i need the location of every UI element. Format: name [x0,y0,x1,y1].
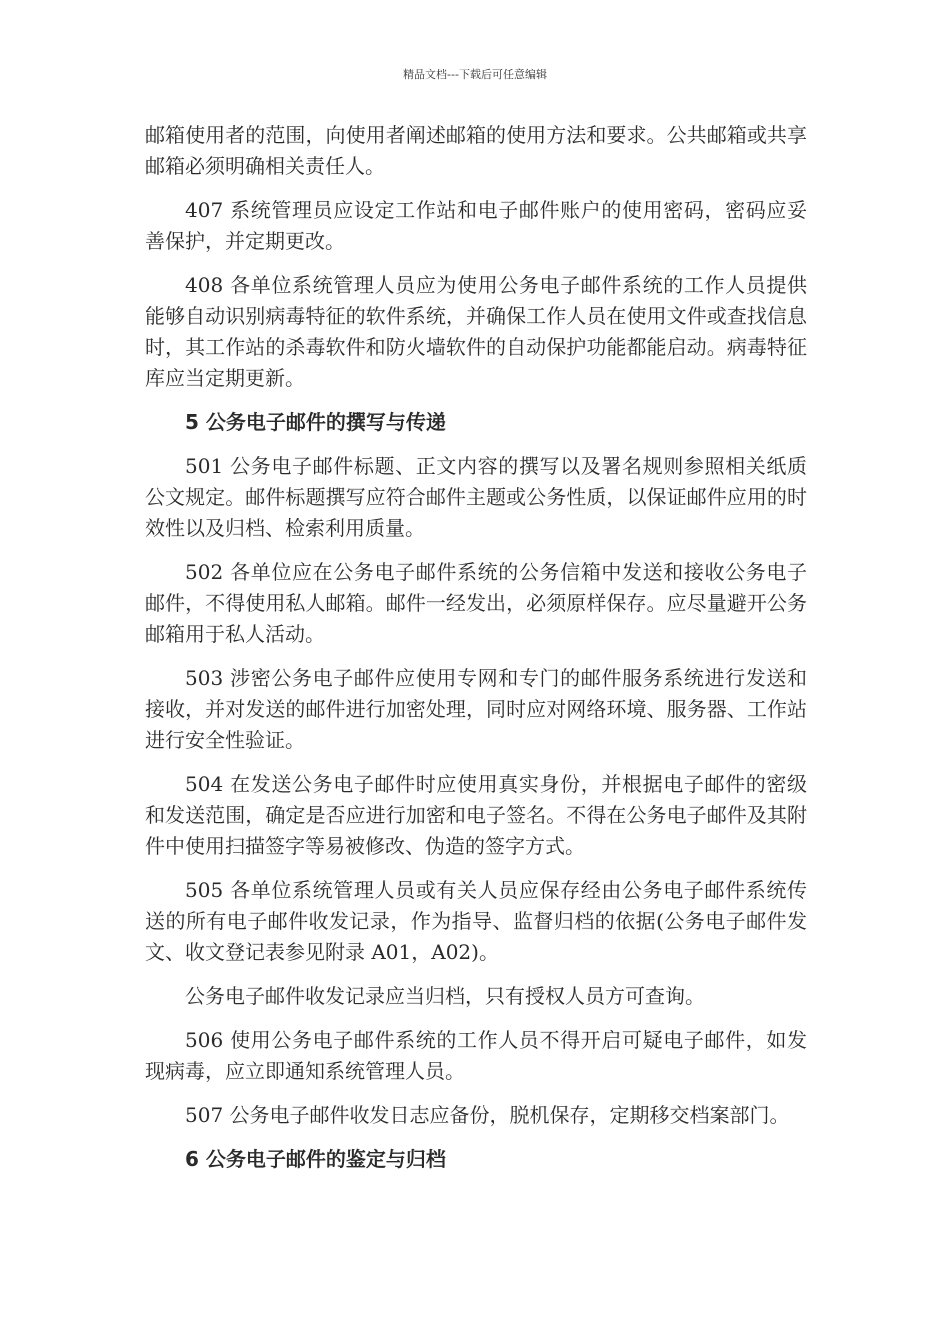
paragraph-407: 407 系统管理员应设定工作站和电子邮件账户的使用密码，密码应妥善保护，并定期更改。 [145,198,807,253]
paragraph-507: 507 公务电子邮件收发日志应备份，脱机保存，定期移交档案部门。 [185,1103,790,1127]
paragraph-504: 504 在发送公务电子邮件时应使用真实身份，并根据电子邮件的密级和发送范围，确定是否应进行加密和电子签名。不得在公务电子邮件及其附件中使用扫描签字等易被修改、伪造的签字方式。 [145,772,807,858]
section-heading-5: 5 公务电子邮件的撰写与传递 [185,410,446,434]
document-body [145,120,807,1188]
section-heading-6: 6 公务电子邮件的鉴定与归档 [185,1147,446,1171]
page-header: 精品文档---下载后可任意编辑 [403,68,547,81]
paragraph-408: 408 各单位系统管理人员应为使用公务电子邮件系统的工作人员提供能够自动识别病毒特征的软件系统，并确保工作人员在使用文件或查找信息时，其工作站的杀毒软件和防火墙软件的自动保护功能都能启动。病毒特征库应当定期更新。 [145,273,807,390]
paragraph-records-archiving: 公务电子邮件收发记录应当归档，只有授权人员方可查询。 [185,984,705,1008]
paragraph-501: 501 公务电子邮件标题、正文内容的撰写以及署名规则参照相关纸质公文规定。邮件标题撰写应符合邮件主题或公务性质，以保证邮件应用的时效性以及归档、检索利用质量。 [145,454,807,540]
paragraph-502: 502 各单位应在公务电子邮件系统的公务信箱中发送和接收公务电子邮件，不得使用私人邮箱。邮件一经发出，必须原样保存。应尽量避开公务邮箱用于私人活动。 [145,560,807,646]
paragraph-506: 506 使用公务电子邮件系统的工作人员不得开启可疑电子邮件，如发现病毒，应立即通知系统管理人员。 [145,1028,807,1083]
paragraph-505: 505 各单位系统管理人员或有关人员应保存经由公务电子邮件系统传送的所有电子邮件收发记录，作为指导、监督归档的依据(公务电子邮件发文、收文登记表参见附录 A01，A02)。 [145,878,807,964]
paragraph-503: 503 涉密公务电子邮件应使用专网和专门的邮件服务系统进行发送和接收，并对发送的邮件进行加密处理，同时应对网络环境、服务器、工作站进行安全性验证。 [145,666,807,752]
paragraph-mailbox-scope: 邮箱使用者的范围，向使用者阐述邮箱的使用方法和要求。公共邮箱或共享邮箱必须明确相关责任人。 [145,123,807,178]
